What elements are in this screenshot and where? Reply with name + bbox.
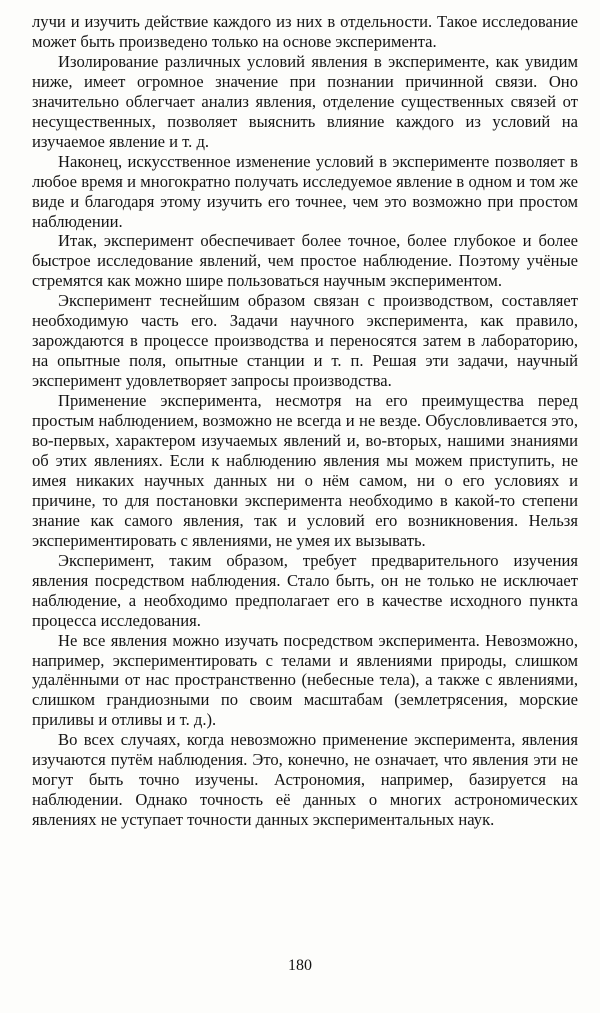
paragraph: Эксперимент теснейшим образом связан с производством, составляет необходимую часть его. Задачи научного эксперимента, как правило, зарождаются в процессе производства и переносятся затем в лабораторию, на опытные поля, опытные станции и т. п. Решая эти задачи, научный эксперимент удовлетворяет запросы производства. [32, 291, 578, 391]
paragraph: Во всех случаях, когда невозможно применение эксперимента, явления изучаются путём наблюдения. Это, конечно, не означает, что явления эти не могут быть точно изучены. Астрономия, например, базируется на наблюдении. Однако точность её данных о многих астрономических явлениях не уступает точности данных экспериментальных наук. [32, 730, 578, 830]
paragraph: Изолирование различных условий явления в эксперименте, как увидим ниже, имеет огромное значение при познании причинной связи. Оно значительно облегчает анализ явления, отделение существенных связей от несущественных, позволяет выяснить влияние каждого из условий на изучаемое явление и т. д. [32, 51, 578, 151]
page-number: 180 [288, 957, 312, 974]
paragraph: Эксперимент, таким образом, требует предварительного изучения явления посредством наблюдения. Стало быть, он не только не исключает наблюдение, а необходимо предполагает его в качестве исходного пункта процесса исследования. [32, 550, 578, 630]
paragraph: Не все явления можно изучать посредством эксперимента. Невозможно, например, экспериментировать с телами и явлениями природы, слишком удалёнными от нас пространственно (небесные тела), а также с явлениями, слишком грандиозными по своим масштабам (землетрясения, морские приливы и отливы и т. д.). [32, 630, 578, 730]
paragraph: Применение эксперимента, несмотря на его преимущества перед простым наблюдением, возможно не всегда и не везде. Обусловливается это, во-первых, характером изучаемых явлений и, во-вторых, нашими знаниями об этих явлениях. Если к наблюдению явления мы можем приступить, не имея никаких научных данных ни о нём самом, ни о его условиях и причине, то для постановки эксперимента необходимо в какой-то степени знание как самого явления, так и условий его возникновения. Нельзя экспериментировать с явлениями, не умея их вызывать. [32, 391, 578, 550]
paragraph: Наконец, искусственное изменение условий в эксперименте позволяет в любое время и многократно получать исследуемое явление в одном и том же виде и благодаря этому изучить его точнее, чем это возможно при простом наблюдении. [32, 151, 578, 231]
paragraph-continuation: лучи и изучить действие каждого из них в отдельности. Такое исследование может быть произведено только на основе эксперимента. [32, 12, 578, 51]
body-text [32, 12, 578, 830]
paragraph: Итак, эксперимент обеспечивает более точное, более глубокое и более быстрое исследование явлений, чем простое наблюдение. Поэтому учёные стремятся как можно шире пользоваться научным экспериментом. [32, 231, 578, 291]
